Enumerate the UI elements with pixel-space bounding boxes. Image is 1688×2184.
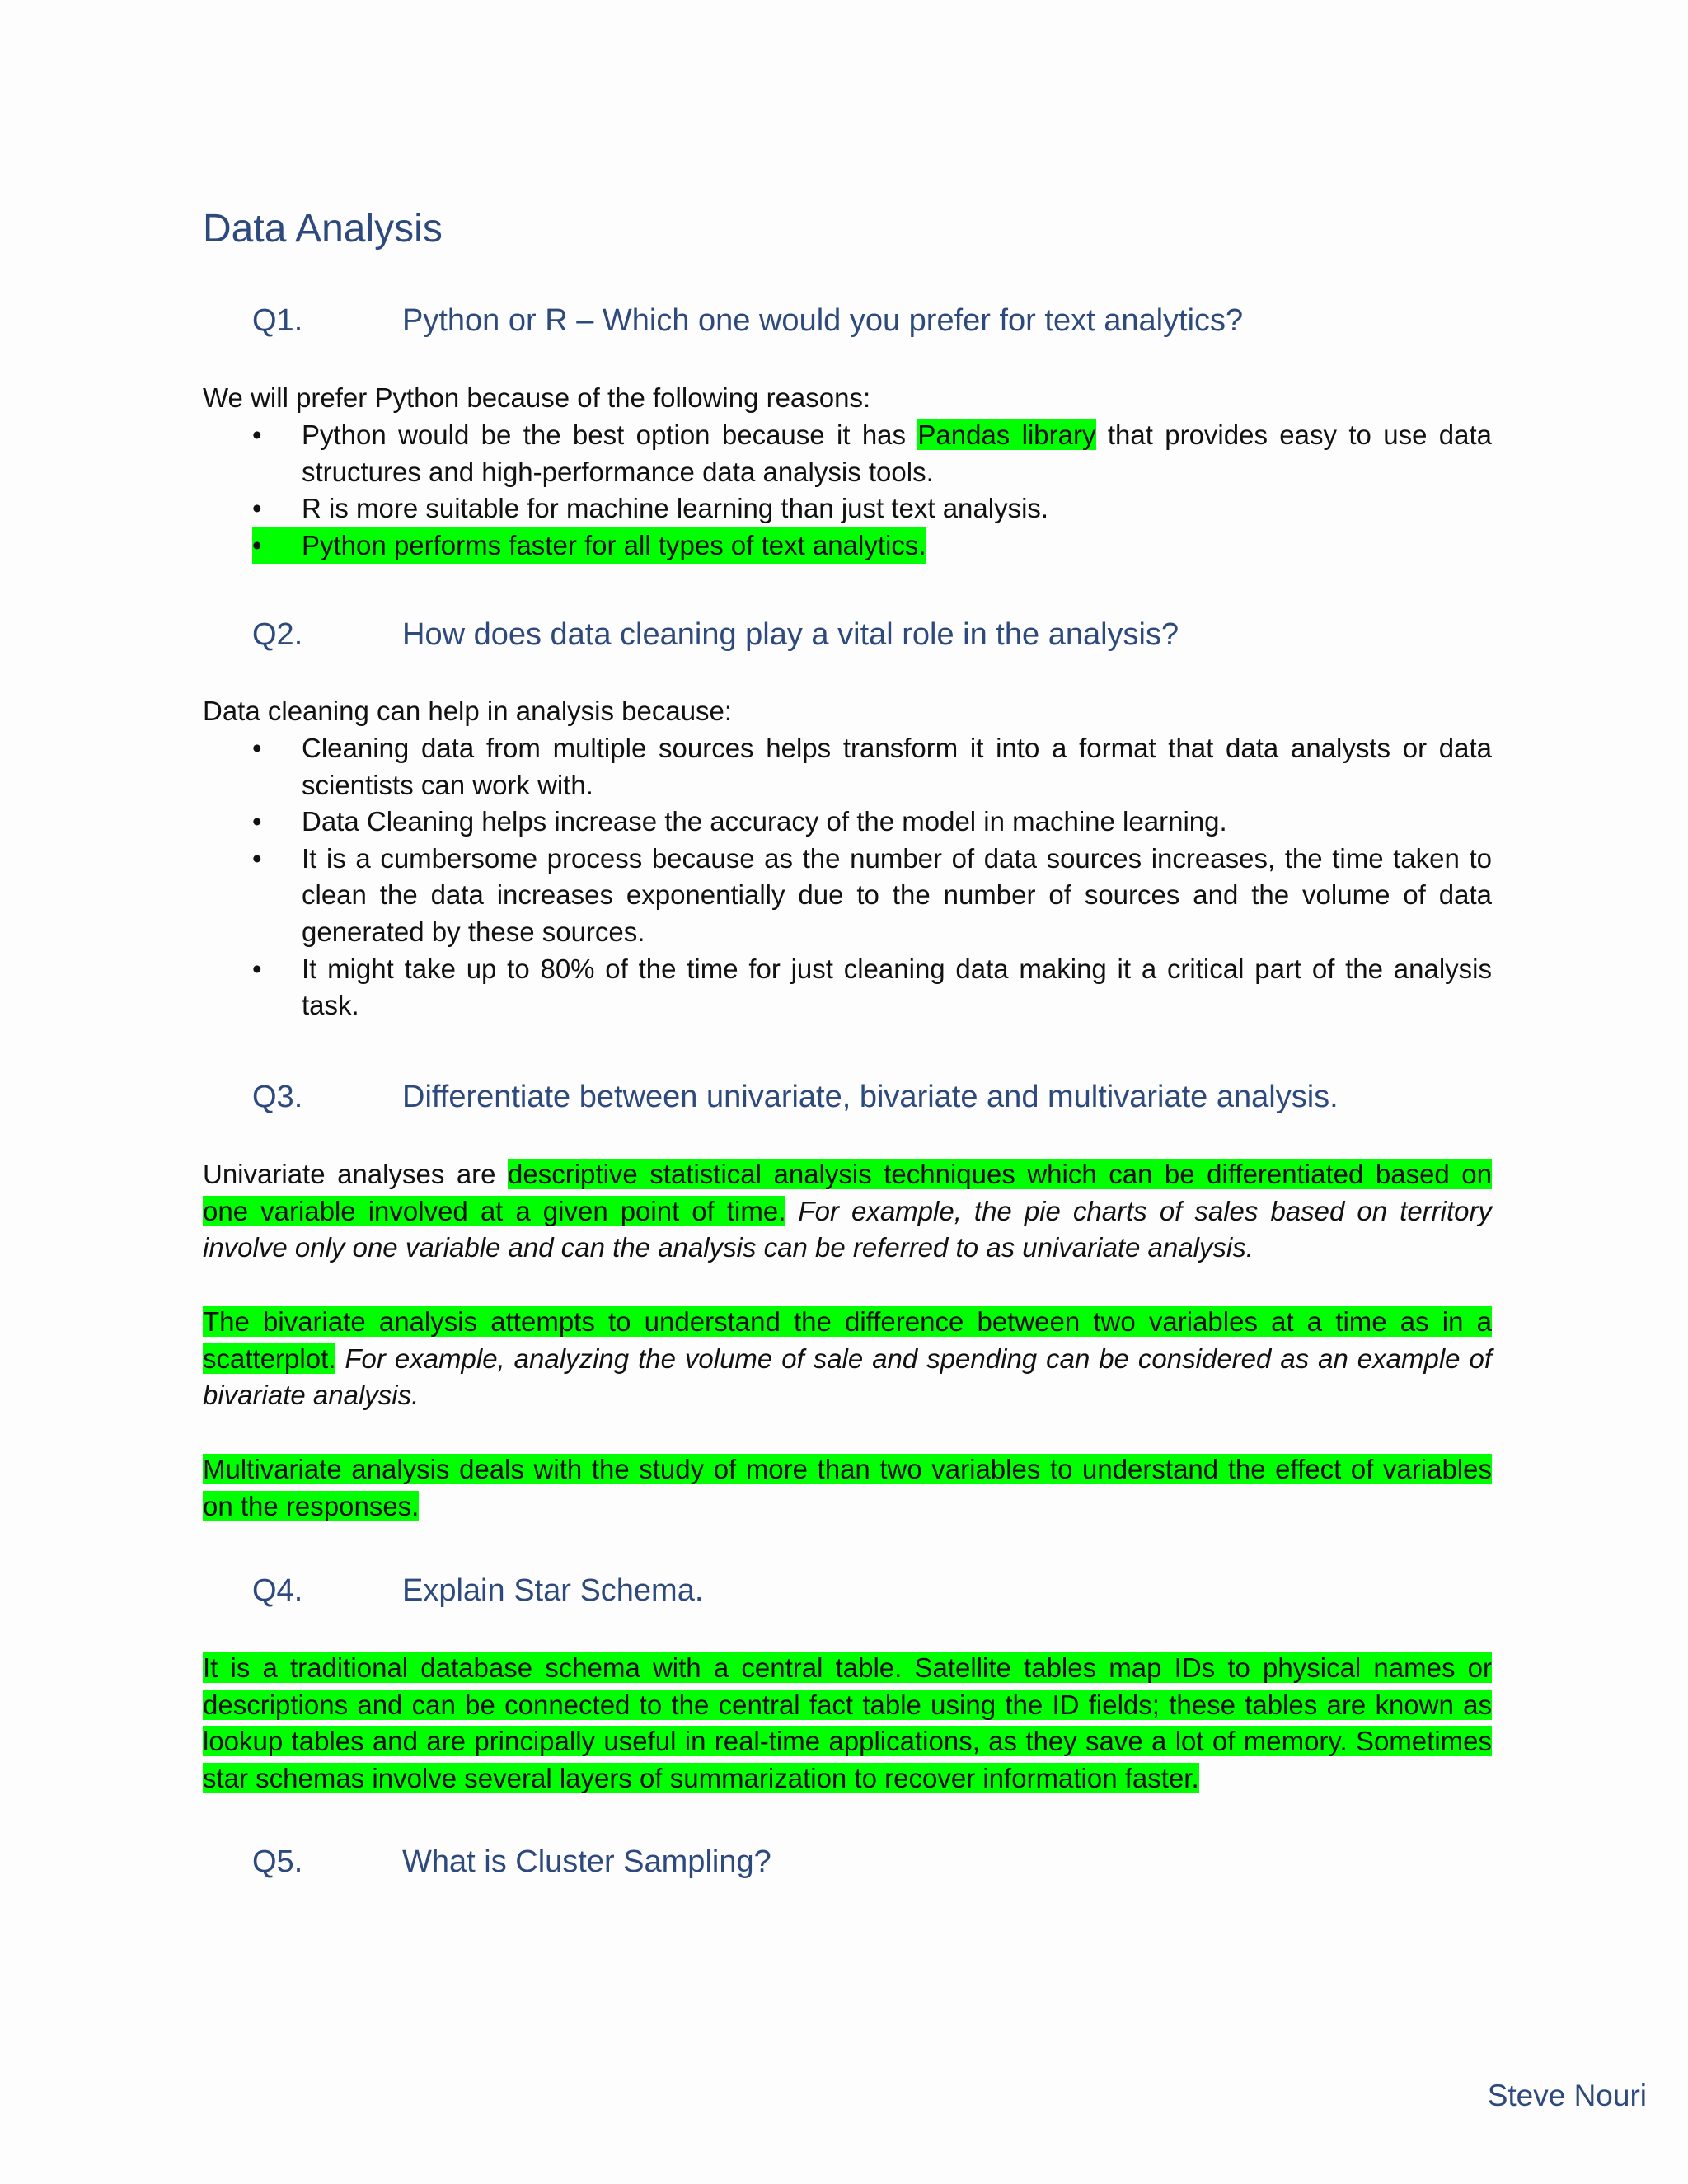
question-heading-2: [252, 612, 1179, 657]
question-number: Q2.: [252, 617, 303, 652]
bullet-icon: •: [252, 733, 262, 763]
example-text: For example, analyzing the volume of sale and spending can be considered as an example of bivariate analysis.: [203, 1343, 1492, 1411]
example-text: For example, the pie charts of sales based on territory involve only one variable and can the analysis can be referred to as univariate analysis.: [203, 1195, 1492, 1263]
question-text: How does data cleaning play a vital role in the analysis?: [402, 617, 1179, 652]
bullet-icon: •: [252, 419, 262, 450]
list-item: [252, 527, 926, 565]
list-item: • Python would be the best option because it has Pandas library that provides easy to use data structures and high-performance data analysis tools.: [203, 417, 1492, 490]
highlighted-text: descriptive statistical analysis techniques which can be differentiated based on one variable involved at a given point of time.: [203, 1159, 1492, 1226]
question-number: Q3.: [252, 1080, 303, 1114]
q1-intro: We will prefer Python because of the following reasons:: [203, 382, 871, 413]
highlighted-text: Python performs faster for all types of text analytics.: [302, 529, 926, 560]
q4-paragraph: [203, 1650, 1492, 1797]
question-heading-5: [252, 1840, 771, 1884]
bullet-icon: •: [252, 529, 262, 560]
bullet-icon: •: [252, 842, 262, 874]
question-number: Q4.: [252, 1573, 303, 1608]
bullet-icon: •: [252, 493, 262, 524]
q2-bullet-list: [203, 730, 1492, 1024]
question-number: Q1.: [252, 303, 303, 338]
list-item: • R is more suitable for machine learning than just text analysis.: [203, 490, 1492, 527]
bullet-icon: •: [252, 953, 262, 984]
list-item: • It is a cumbersome process because as the number of data sources increases, the time taken to clean the data increases exponentially due to the number of sources and the volume of data generated by these sources.: [203, 841, 1492, 951]
question-number: Q5.: [252, 1844, 303, 1879]
q1-bullet-list: [203, 417, 1492, 564]
q3-paragraph-multivariate: [203, 1451, 1492, 1525]
question-heading-3: [252, 1075, 1339, 1119]
question-text: Python or R – Which one would you prefer for text analytics?: [402, 303, 1244, 338]
highlighted-text: Pandas library: [917, 419, 1096, 450]
question-text: What is Cluster Sampling?: [402, 1844, 771, 1879]
q3-paragraph-univariate: Univariate analyses are descriptive statistical analysis techniques which can be differentiated based on one variable involved at a given point of time. For example, the pie charts of sales based on territory involve only one variable and can the analysis can be referred to as univariate analysis.: [203, 1159, 1492, 1263]
bullet-icon: •: [252, 806, 262, 837]
question-heading-4: [252, 1568, 703, 1613]
question-text: Explain Star Schema.: [402, 1573, 704, 1608]
question-text: Differentiate between univariate, bivariate and multivariate analysis.: [402, 1080, 1339, 1114]
list-item: • Data Cleaning helps increase the accuracy of the model in machine learning.: [203, 804, 1492, 841]
q2-intro: Data cleaning can help in analysis because:: [203, 696, 733, 726]
highlighted-text: The bivariate analysis attempts to understand the difference between two variables at a time as in a scatterplot.: [203, 1306, 1492, 1374]
highlighted-text: It is a traditional database schema with a central table. Satellite tables map IDs to physical names or descriptions and can be connected to the central fact table using the ID fields; these tables are known as lookup tables and are principally useful in real-time applications, as they save a lot of memory. Sometimes star schemas involve several layers of summarization to recover information faster.: [203, 1652, 1492, 1793]
list-item: • It might take up to 80% of the time for just cleaning data making it a critical part of the analysis task.: [203, 951, 1492, 1024]
q3-paragraph-bivariate: [203, 1304, 1492, 1414]
author-footer: Steve Nouri: [1487, 2079, 1647, 2112]
question-heading-1: [252, 298, 1243, 343]
highlighted-text: Multivariate analysis deals with the study of more than two variables to understand the effect of variables on the responses.: [203, 1454, 1492, 1521]
list-item: • Cleaning data from multiple sources helps transform it into a format that data analysts or data scientists can work with.: [203, 730, 1492, 804]
page-title: Data Analysis: [203, 207, 443, 251]
